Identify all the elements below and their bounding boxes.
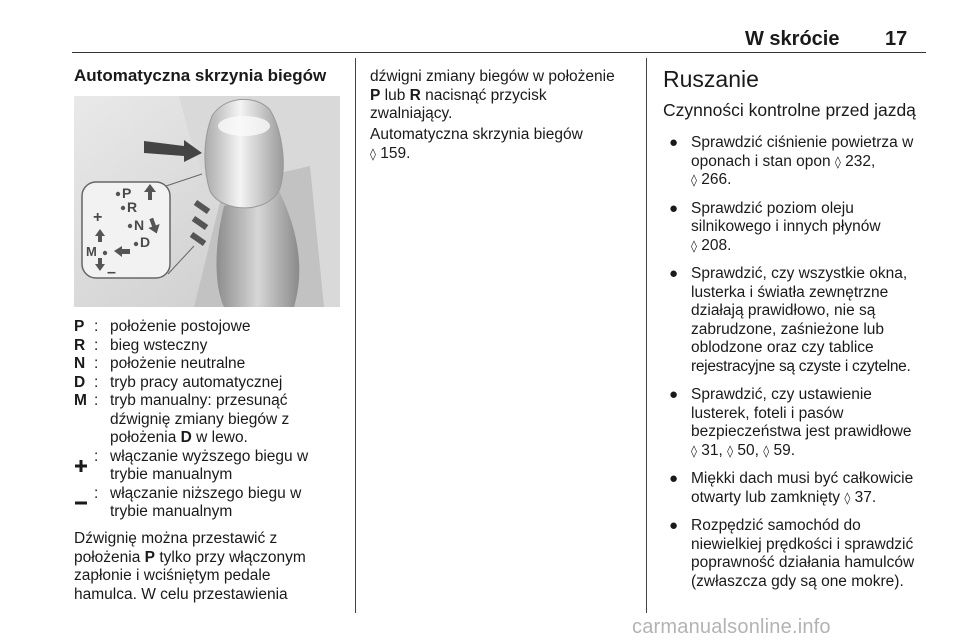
legend-row-p xyxy=(74,318,346,337)
paragraph-line: dźwigni zmiany biegów w położenie xyxy=(370,68,615,85)
page-reference[interactable]: 159 xyxy=(380,144,407,162)
page-reference[interactable]: 59 xyxy=(773,441,791,459)
column-divider-left xyxy=(355,58,356,613)
plus-icon xyxy=(74,459,88,473)
paragraph-bold: P xyxy=(370,86,381,104)
list-item-text: silnikowego i innych płynów xyxy=(691,218,881,235)
paragraph-line: położenia xyxy=(74,548,145,566)
legend xyxy=(74,318,346,522)
legend-row-n xyxy=(74,355,346,374)
reference-icon: ◊ xyxy=(834,154,841,169)
legend-desc-line: włączanie wyższego biegu w xyxy=(110,447,309,465)
paragraph-line: hamulca. W celu przestawienia xyxy=(74,585,288,603)
gate-label-plus: + xyxy=(93,209,103,226)
legend-desc: położenie postojowe xyxy=(110,318,251,335)
legend-key: D xyxy=(74,373,86,391)
reference-icon: ◊ xyxy=(844,490,851,505)
gate-label-n: N xyxy=(134,217,145,233)
header-rule xyxy=(72,52,926,53)
list-item xyxy=(663,265,928,376)
gear-knob xyxy=(205,99,283,208)
subsection-heading: Czynności kontrolne przed jazdą xyxy=(663,100,916,120)
list-item-text: oponach i stan opon xyxy=(691,152,835,170)
minus-icon xyxy=(74,496,88,510)
legend-colon: : xyxy=(94,373,99,391)
list-item: ● Sprawdzić poziom oleju silnikowego i innych płynów ◊ 208. xyxy=(669,199,881,254)
legend-desc-line: położenia xyxy=(110,429,181,446)
list-item-text: Miękki dach musi być całkowicie xyxy=(691,470,914,487)
page-reference[interactable]: 232 xyxy=(845,152,872,170)
body-paragraph xyxy=(74,530,349,604)
legend-desc-line: trybie manualnym xyxy=(110,466,233,483)
legend-colon: : xyxy=(94,447,99,465)
paragraph-line: tylko przy włączonym xyxy=(155,548,306,566)
page-reference[interactable]: 50 xyxy=(737,441,755,459)
paragraph-line: zwalniający. xyxy=(370,105,453,122)
gate-label-p: P xyxy=(122,185,132,201)
legend-colon: : xyxy=(94,392,99,409)
list-item-text: otwarty lub zamknięty xyxy=(691,488,845,506)
legend-colon: : xyxy=(94,318,99,335)
list-item-text: poprawność działania hamulców xyxy=(691,554,915,571)
reference-icon: ◊ xyxy=(691,173,697,187)
reference-icon: ◊ xyxy=(691,238,697,253)
list-item: ● Sprawdzić ciśnienie powietrza w oponach i stan opon ◊ 232, ◊ 266. xyxy=(669,134,914,188)
section-heading: Ruszanie xyxy=(663,66,759,92)
paragraph-bold: P xyxy=(144,548,156,566)
list-item xyxy=(663,517,928,591)
watermark: carmanualsonline.info xyxy=(632,616,831,638)
list-item-text: Sprawdzić poziom oleju xyxy=(691,199,854,217)
cross-reference: Automatyczna skrzynia biegów ◊ 159. xyxy=(370,126,583,162)
list-item-text: działają prawidłowo, nie są xyxy=(691,302,876,319)
legend-row-r xyxy=(74,337,346,356)
list-item-text: lusterek, foteli i pasów xyxy=(691,404,844,422)
legend-desc xyxy=(110,392,346,448)
legend-desc-line: tryb manualny: przesunąć xyxy=(110,392,288,409)
reference-icon: ◊ xyxy=(691,443,697,458)
bullet-icon: ● xyxy=(669,199,679,217)
body-paragraph-continued xyxy=(370,68,642,124)
paragraph-line: Dźwignię można przestawić z xyxy=(74,530,278,547)
legend-desc: tryb pracy automatycznej xyxy=(110,373,283,391)
list-item-text: Sprawdzić ciśnienie powietrza w xyxy=(691,134,914,151)
legend-key xyxy=(74,448,94,485)
header-title: W skrócie xyxy=(745,28,840,50)
list-item-text: Rozpędzić samochód do xyxy=(691,517,861,534)
list-item-text: zabrudzone, zaśnieżone lub xyxy=(691,320,885,338)
gate-label-d: D xyxy=(140,234,151,250)
legend-row-m xyxy=(74,392,346,448)
legend-row-d xyxy=(74,374,346,393)
bullet-icon: ● xyxy=(669,470,679,487)
legend-colon: : xyxy=(94,484,99,502)
list-item-text: (zwłaszcza gdy są one mokre). xyxy=(691,572,904,590)
list-item-text: Sprawdzić, czy wszystkie okna, xyxy=(691,265,908,282)
gear-selector-figure xyxy=(74,96,340,307)
page-reference[interactable]: 37 xyxy=(854,488,872,506)
reference-icon: ◊ xyxy=(763,443,770,458)
page-reference[interactable]: 208 xyxy=(701,236,728,254)
page-reference[interactable]: 31 xyxy=(701,441,719,459)
legend-desc xyxy=(110,448,346,485)
legend-desc: położenie neutralne xyxy=(110,355,246,372)
list-item: ● Sprawdzić, czy ustawienie lusterek, foteli i pasów bezpieczeństwa jest prawidłowe ◊ 31, ◊ 50, ◊ 59. xyxy=(669,386,912,459)
list-item-text: niewielkiej prędkości i sprawdzić xyxy=(691,535,914,553)
legend-desc-line: trybie manualnym xyxy=(110,503,233,520)
gate-label-minus: – xyxy=(107,264,116,281)
bullet-icon: ● xyxy=(669,134,679,151)
list-item-text: rejestracyjne są czyste i czytelne. xyxy=(691,357,911,375)
list-item: ● Miękki dach musi być całkowicie otwarty lub zamknięty ◊ 37. xyxy=(669,470,914,506)
legend-desc: bieg wsteczny xyxy=(110,336,208,354)
paragraph-line: lub xyxy=(380,86,410,104)
bullet-icon: ● xyxy=(669,386,679,403)
gate-label-r: R xyxy=(127,199,138,215)
section-heading: Automatyczna skrzynia biegów xyxy=(74,66,327,85)
reference-text: Automatyczna skrzynia biegów xyxy=(370,126,583,143)
legend-desc-line: włączanie niższego biegu w xyxy=(110,484,302,502)
legend-key: R xyxy=(74,336,86,354)
legend-row-plus xyxy=(74,448,346,485)
gate-label-m: M xyxy=(86,244,97,259)
reference-icon: ◊ xyxy=(370,146,376,161)
legend-colon: : xyxy=(94,336,99,354)
checklist xyxy=(663,134,928,601)
page-number: 17 xyxy=(885,28,908,50)
legend-desc-line: dźwignię zmiany biegów z xyxy=(110,410,290,428)
list-item-text: bezpieczeństwa jest prawidłowe xyxy=(691,423,912,440)
list-item-text: Sprawdzić, czy ustawienie xyxy=(691,386,872,403)
list-item-text: lusterka i światła zewnętrzne xyxy=(691,283,889,301)
legend-desc-line: w lewo. xyxy=(191,429,248,446)
paragraph-bold: R xyxy=(409,86,421,104)
legend-key: P xyxy=(74,318,85,335)
column-divider-right xyxy=(646,58,647,613)
legend-key: M xyxy=(74,392,87,409)
legend-desc-bold: D xyxy=(180,429,192,446)
reference-icon: ◊ xyxy=(727,443,734,458)
paragraph-line: zapłonie i wciśniętym pedale xyxy=(74,567,271,584)
legend-key xyxy=(74,485,94,522)
legend-colon: : xyxy=(94,355,99,372)
bullet-icon: ● xyxy=(669,265,679,282)
bullet-icon: ● xyxy=(669,517,679,534)
legend-key: N xyxy=(74,355,86,372)
legend-row-minus xyxy=(74,485,346,522)
paragraph-line: nacisnąć przycisk xyxy=(420,86,547,104)
legend-desc xyxy=(110,485,346,522)
page-reference[interactable]: 266 xyxy=(701,171,728,188)
list-item-text: oblodzone oraz czy tablice xyxy=(691,339,874,356)
